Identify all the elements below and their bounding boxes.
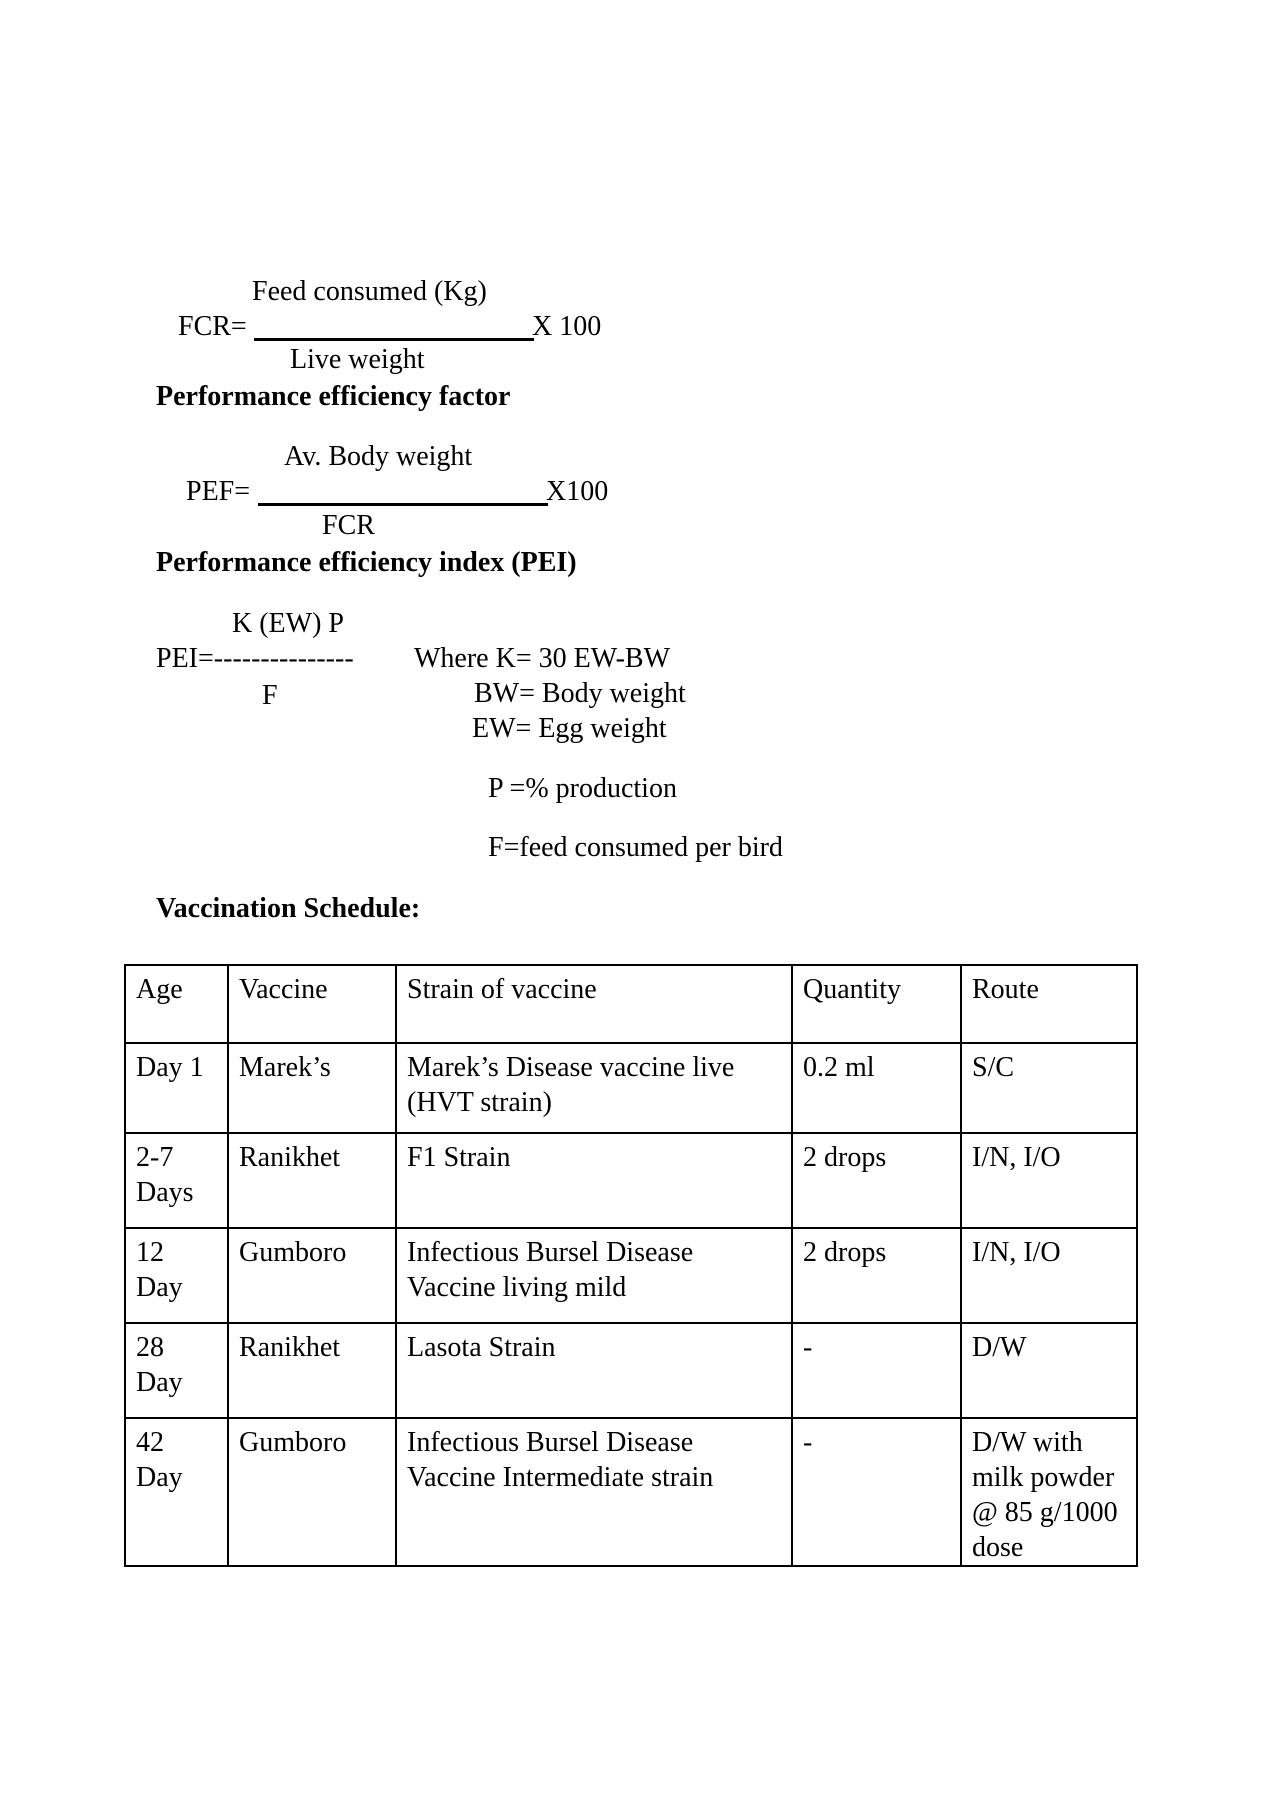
vaccination-table	[124, 964, 1138, 1567]
cell-vaccine: Ranikhet	[228, 1133, 396, 1228]
cell-strain: Infectious Bursel Disease Vaccine Intermediate strain	[396, 1418, 792, 1566]
fcr-fraction-line	[254, 338, 534, 341]
pef-numerator: Av. Body weight	[284, 441, 473, 472]
cell-age: 42 Day	[125, 1418, 228, 1566]
pef-multiplier: X100	[546, 476, 609, 507]
vaccination-heading: Vaccination Schedule:	[156, 893, 421, 924]
cell-quantity: 2 drops	[792, 1228, 961, 1323]
table-row	[125, 1133, 1137, 1228]
cell-strain: Infectious Bursel Disease Vaccine living mild	[396, 1228, 792, 1323]
pef-heading: Performance efficiency factor	[156, 381, 511, 412]
pei-lhs: PEI=---------------	[156, 643, 354, 674]
fcr-multiplier: X 100	[532, 311, 602, 342]
pei-ew: EW= Egg weight	[472, 713, 667, 744]
pei-where-k: Where K= 30 EW-BW	[414, 643, 671, 674]
cell-route: D/W with milk powder @ 85 g/1000 dose	[961, 1418, 1137, 1566]
cell-age: 28 Day	[125, 1323, 228, 1418]
cell-quantity: -	[792, 1418, 961, 1566]
pei-bw: BW= Body weight	[474, 678, 686, 709]
cell-route: I/N, I/O	[961, 1133, 1137, 1228]
fcr-lhs: FCR=	[178, 311, 247, 342]
pef-lhs: PEF=	[186, 476, 251, 507]
header-vaccine: Vaccine	[228, 965, 396, 1043]
table-row	[125, 1043, 1137, 1133]
table-header-row	[125, 965, 1137, 1043]
cell-quantity: 2 drops	[792, 1133, 961, 1228]
pei-f: F=feed consumed per bird	[488, 832, 783, 863]
table-row	[125, 1418, 1137, 1566]
cell-strain: Marek’s Disease vaccine live (HVT strain)	[396, 1043, 792, 1133]
table-row	[125, 1323, 1137, 1418]
cell-route: D/W	[961, 1323, 1137, 1418]
cell-quantity: 0.2 ml	[792, 1043, 961, 1133]
cell-strain: F1 Strain	[396, 1133, 792, 1228]
table-row	[125, 1228, 1137, 1323]
header-quantity: Quantity	[792, 965, 961, 1043]
fcr-numerator: Feed consumed (Kg)	[252, 276, 487, 307]
cell-route: I/N, I/O	[961, 1228, 1137, 1323]
cell-vaccine: Gumboro	[228, 1228, 396, 1323]
cell-strain: Lasota Strain	[396, 1323, 792, 1418]
cell-age: Day 1	[125, 1043, 228, 1133]
header-age: Age	[125, 965, 228, 1043]
cell-age: 2-7 Days	[125, 1133, 228, 1228]
pei-denominator: F	[262, 680, 278, 711]
header-strain: Strain of vaccine	[396, 965, 792, 1043]
cell-vaccine: Ranikhet	[228, 1323, 396, 1418]
pef-denominator: FCR	[322, 510, 375, 541]
cell-quantity: -	[792, 1323, 961, 1418]
pei-p: P =% production	[488, 773, 677, 804]
cell-age: 12 Day	[125, 1228, 228, 1323]
pei-numerator: K (EW) P	[232, 608, 344, 639]
pei-heading: Performance efficiency index (PEI)	[156, 547, 577, 578]
header-route: Route	[961, 965, 1137, 1043]
cell-vaccine: Marek’s	[228, 1043, 396, 1133]
cell-vaccine: Gumboro	[228, 1418, 396, 1566]
cell-route: S/C	[961, 1043, 1137, 1133]
fcr-denominator: Live weight	[290, 344, 425, 375]
pef-fraction-line	[258, 503, 548, 506]
